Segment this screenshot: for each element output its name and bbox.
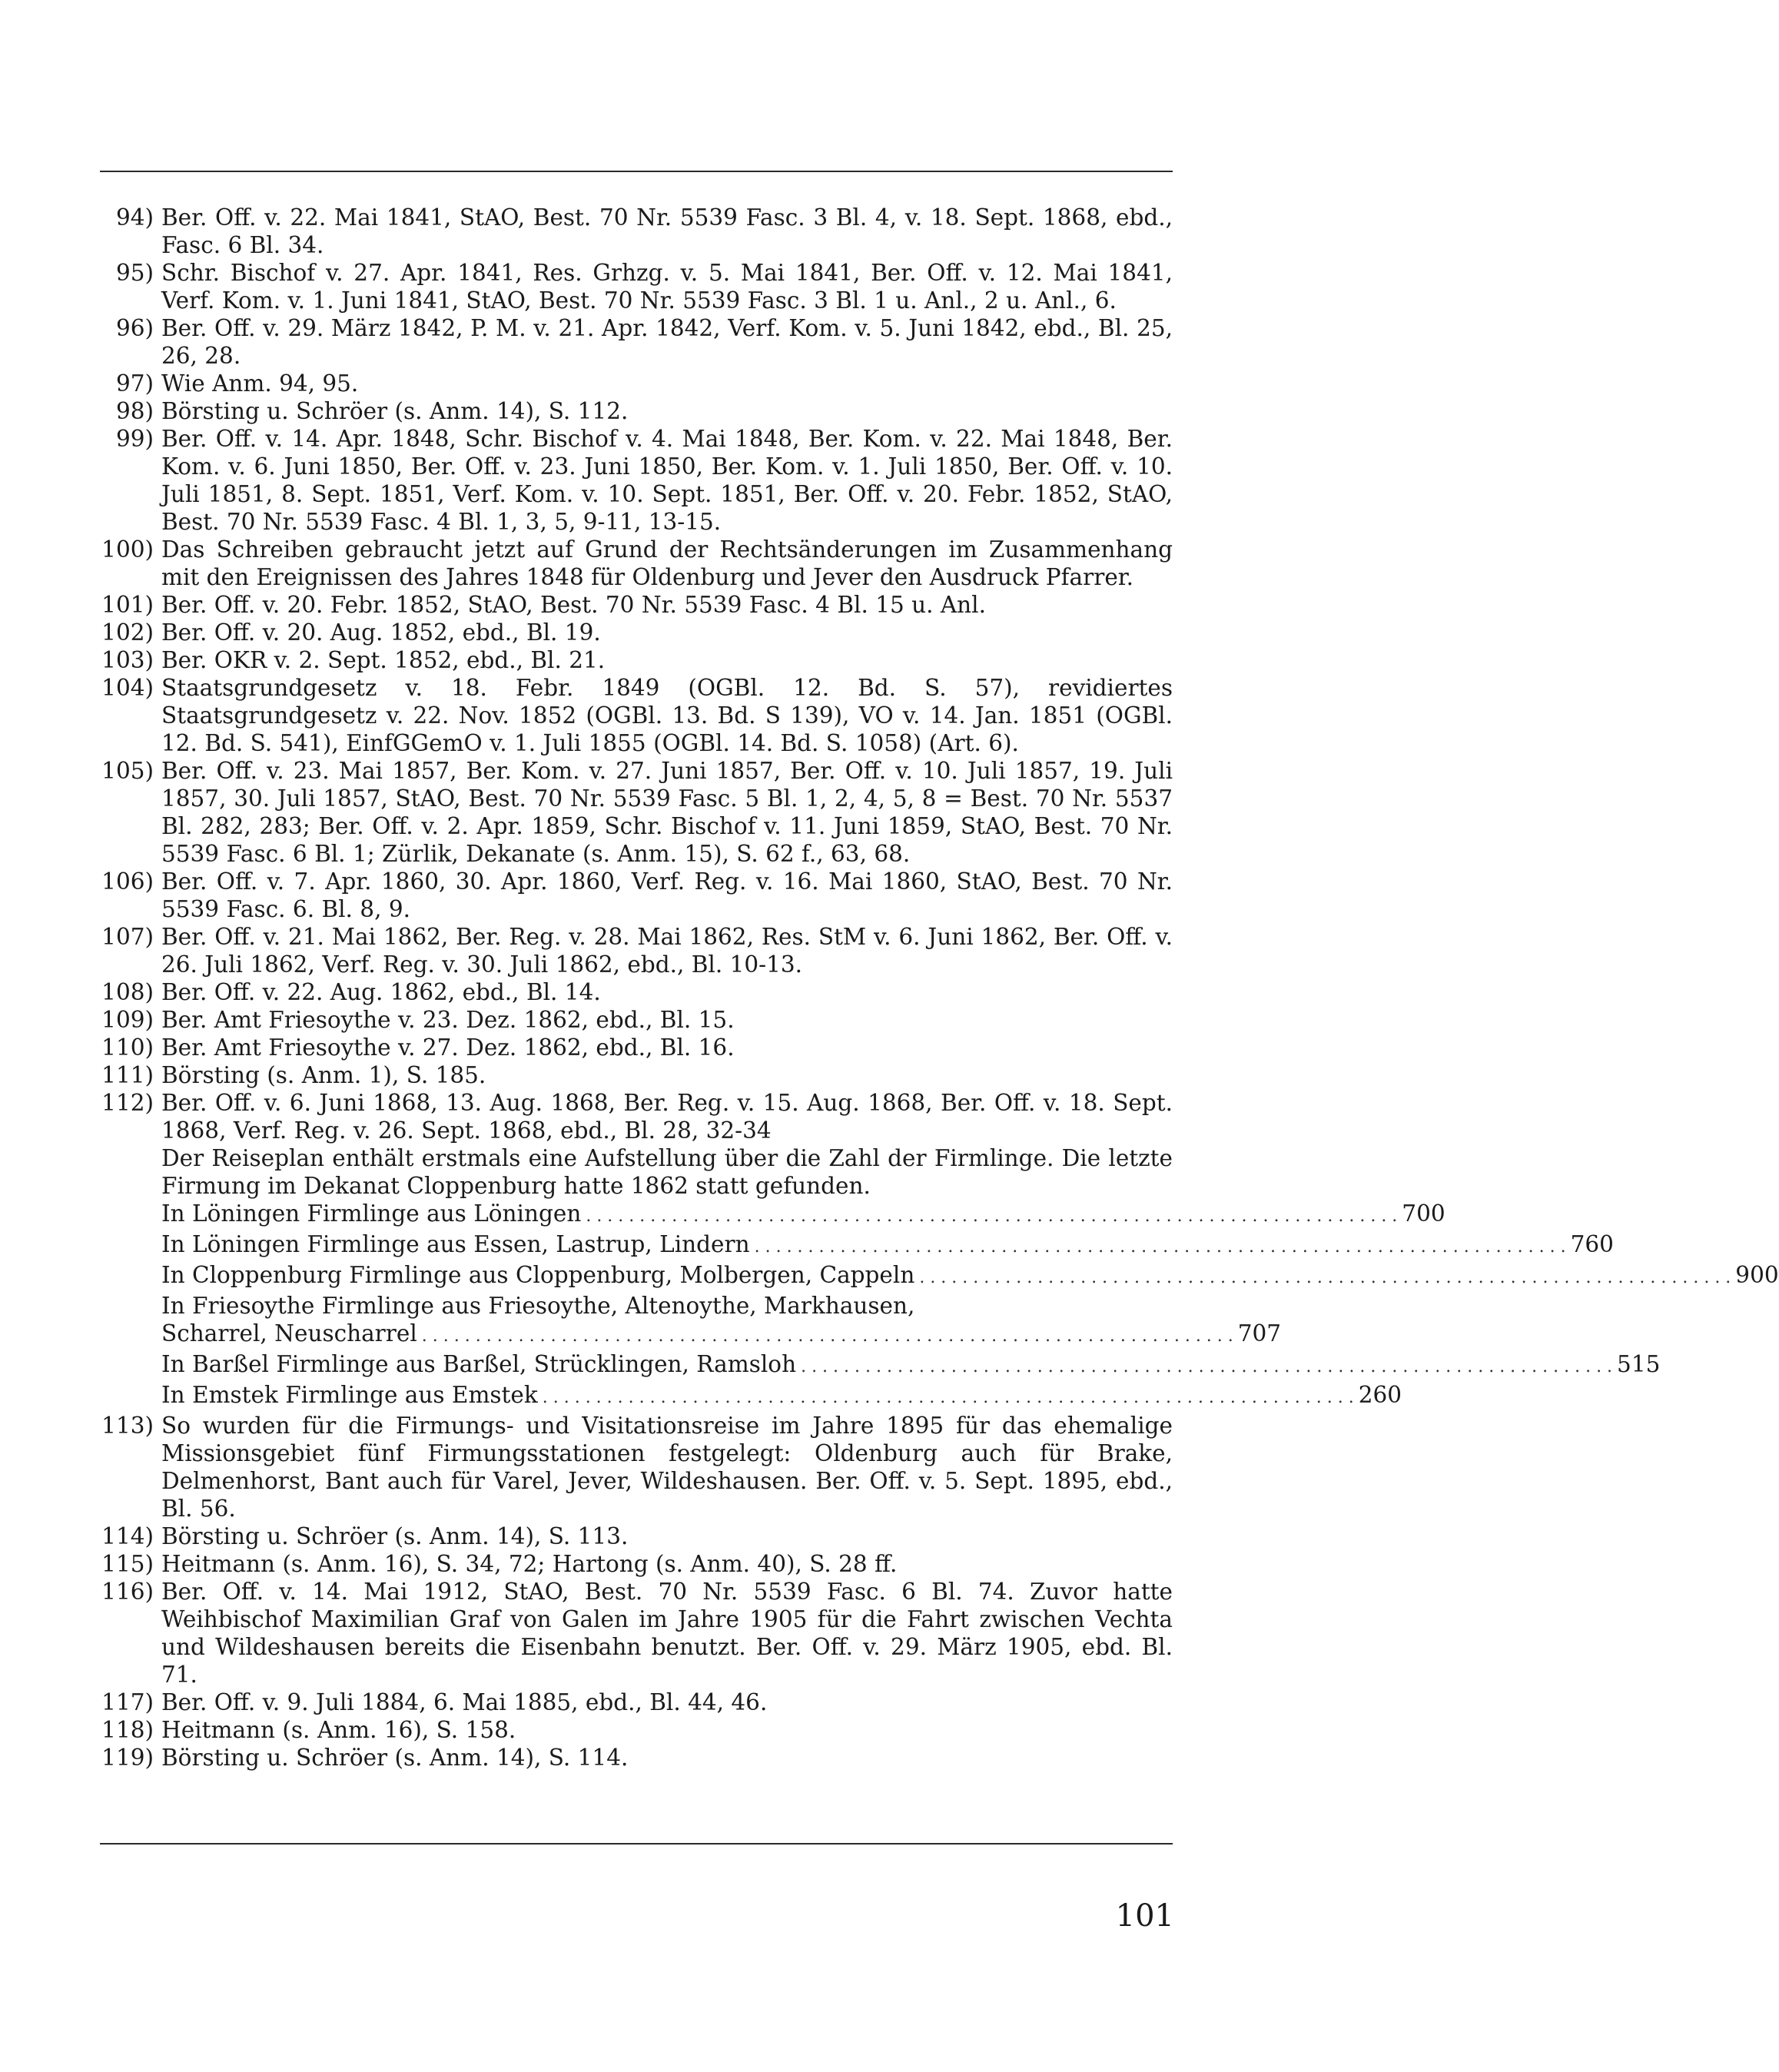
footnote	[100, 674, 1173, 757]
footnote-number: 97)	[115, 370, 154, 397]
footnote-text: Ber. Off. v. 21. Mai 1862, Ber. Reg. v. 28. Mai 1862, Res. StM v. 6. Juni 1862, Ber. Off. v. 26. Juli 1862, Verf. Reg. v. 30. Juli 1862, ebd., Bl. 10-13.	[161, 924, 1173, 978]
leader-dots: . . . . . . . . . . . . . . . . . . . . . . . . . . . . . . . . . . . . . . . . . . . . . . . . . . . . . . . . . . . . . . . . . . . . . . . . . . . .	[919, 1268, 1731, 1287]
footnote-text: So wurden für die Firmungs- und Visitationsreise im Jahre 1895 für das ehemalige Missionsgebiet fünf Firmungsstationen festgelegt: Oldenburg auch für Brake, Delmenhorst, Bant auch für Varel, Jever, Wildeshausen. Ber. Off. v. 5. Sept. 1895, ebd., Bl. 56.	[161, 1413, 1173, 1522]
firmlinge-row	[161, 1230, 1614, 1261]
leader-dots: . . . . . . . . . . . . . . . . . . . . . . . . . . . . . . . . . . . . . . . . . . . . . . . . . . . . . . . . . . . . . . . . . . . . . . . . . . . .	[421, 1327, 1233, 1346]
bottom-rule	[100, 1843, 1173, 1845]
footnote	[100, 1034, 1173, 1061]
footnote-number: 100)	[101, 536, 154, 563]
footnote-number: 112)	[101, 1090, 154, 1116]
firmlinge-row	[161, 1261, 1779, 1292]
firmlinge-row	[161, 1381, 1402, 1412]
leader-dots: . . . . . . . . . . . . . . . . . . . . . . . . . . . . . . . . . . . . . . . . . . . . . . . . . . . . . . . . . . . . . . . . . . . . . . . . . . . .	[754, 1237, 1566, 1257]
footnote-number: 110)	[101, 1034, 154, 1061]
footnote	[100, 1412, 1173, 1522]
footnote-number: 115)	[101, 1551, 154, 1577]
footnote-number: 107)	[101, 924, 154, 950]
row-value: 260	[1358, 1382, 1402, 1408]
footnote-paragraph: Der Reiseplan enthält erstmals eine Aufstellung über die Zahl der Firmlinge. Die letzte Firmung im Dekanat Cloppenburg hatte 1862 statt gefunden.	[161, 1145, 1173, 1199]
footnote-number: 106)	[101, 868, 154, 895]
footnote-text: Ber. Off. v. 6. Juni 1868, 13. Aug. 1868, Ber. Reg. v. 15. Aug. 1868, Ber. Off. v. 18. Sept. 1868, Verf. Reg. v. 26. Sept. 1868, ebd., Bl. 28, 32-34	[161, 1090, 1173, 1144]
footnote	[100, 1578, 1173, 1688]
footnotes	[100, 204, 1779, 1771]
footnote-number: 117)	[101, 1689, 154, 1715]
row-label: Scharrel, Neuscharrel	[161, 1320, 417, 1346]
footnote	[100, 397, 1173, 425]
footnote	[100, 1688, 1173, 1716]
footnote	[100, 259, 1173, 314]
footnote-text: Ber. Off. v. 23. Mai 1857, Ber. Kom. v. 27. Juni 1857, Ber. Off. v. 10. Juli 1857, 19. Juli 1857, 30. Juli 1857, StAO, Best. 70 Nr. 5539 Fasc. 5 Bl. 1, 2, 4, 5, 8 = Best. 70 Nr. 5537 Bl. 282, 283; Ber. Off. v. 2. Apr. 1859, Schr. Bischof v. 11. Juni 1859, StAO, Best. 70 Nr. 5539 Fasc. 6 Bl. 1; Zürlik, Dekanate (s. Anm. 15), S. 62 f., 63, 68.	[161, 758, 1173, 867]
footnote-number: 96)	[115, 315, 154, 341]
footnote-number: 101)	[101, 592, 154, 618]
row-label: In Löningen Firmlinge aus Löningen	[161, 1200, 582, 1227]
footnote	[100, 314, 1173, 370]
footnote-number: 99)	[115, 426, 154, 452]
row-value: 707	[1237, 1320, 1282, 1346]
footnote-text: Ber. Off. v. 22. Mai 1841, StAO, Best. 70 Nr. 5539 Fasc. 3 Bl. 4, v. 18. Sept. 1868, ebd., Fasc. 6 Bl. 34.	[161, 204, 1173, 258]
footnote-text: Börsting u. Schröer (s. Anm. 14), S. 114.	[161, 1745, 629, 1771]
footnote	[100, 370, 1173, 397]
footnote-number: 108)	[101, 979, 154, 1005]
footnote	[100, 868, 1173, 923]
footnote-text: Ber. Off. v. 22. Aug. 1862, ebd., Bl. 14.	[161, 979, 601, 1005]
footnote-number: 111)	[101, 1062, 154, 1088]
footnote-text: Ber. Amt Friesoythe v. 23. Dez. 1862, ebd., Bl. 15.	[161, 1007, 735, 1033]
footnote	[100, 204, 1173, 259]
footnote	[100, 1006, 1173, 1034]
top-rule	[100, 171, 1173, 172]
footnote-text: Ber. Off. v. 7. Apr. 1860, 30. Apr. 1860, Verf. Reg. v. 16. Mai 1860, StAO, Best. 70 Nr. 5539 Fasc. 6. Bl. 8, 9.	[161, 868, 1173, 922]
firmlinge-row	[161, 1320, 1282, 1350]
row-label: In Emstek Firmlinge aus Emstek	[161, 1382, 538, 1408]
footnote-number: 98)	[115, 398, 154, 424]
footnote-text: Heitmann (s. Anm. 16), S. 34, 72; Hartong (s. Anm. 40), S. 28 ff.	[161, 1551, 898, 1577]
row-label: In Barßel Firmlinge aus Barßel, Strücklingen, Ramsloh	[161, 1351, 797, 1377]
footnote-number: 102)	[101, 619, 154, 646]
footnote-text: Börsting u. Schröer (s. Anm. 14), S. 113.	[161, 1523, 629, 1549]
footnote	[100, 923, 1173, 978]
footnote-text: Schr. Bischof v. 27. Apr. 1841, Res. Grhzg. v. 5. Mai 1841, Ber. Off. v. 12. Mai 1841, Verf. Kom. v. 1. Juni 1841, StAO, Best. 70 Nr. 5539 Fasc. 3 Bl. 1 u. Anl., 2 u. Anl., 6.	[161, 260, 1173, 314]
footnote-number: 119)	[101, 1745, 154, 1771]
leader-dots: . . . . . . . . . . . . . . . . . . . . . . . . . . . . . . . . . . . . . . . . . . . . . . . . . . . . . . . . . . . . . . . . . . . . . . . . . . . .	[542, 1388, 1354, 1407]
footnote-text: Ber. Off. v. 20. Aug. 1852, ebd., Bl. 19.	[161, 619, 601, 646]
leader-dots: . . . . . . . . . . . . . . . . . . . . . . . . . . . . . . . . . . . . . . . . . . . . . . . . . . . . . . . . . . . . . . . . . . . . . . . . . . . .	[801, 1357, 1613, 1376]
footnote-text: Staatsgrundgesetz v. 18. Febr. 1849 (OGBl. 12. Bd. S. 57), revidiertes Staatsgrundgesetz v. 22. Nov. 1852 (OGBl. 13. Bd. S 139), VO v. 14. Jan. 1851 (OGBl. 12. Bd. S. 541), EinfGGemO v. 1. Juli 1855 (OGBl. 14. Bd. S. 1058) (Art. 6).	[161, 675, 1173, 756]
row-label: In Cloppenburg Firmlinge aus Cloppenburg, Molbergen, Cappeln	[161, 1262, 915, 1288]
footnote	[100, 757, 1173, 868]
footnote	[100, 1716, 1173, 1744]
footnote-text: Ber. Amt Friesoythe v. 27. Dez. 1862, ebd., Bl. 16.	[161, 1034, 735, 1061]
firmlinge-row	[161, 1200, 1445, 1230]
footnote-number: 104)	[101, 675, 154, 701]
footnote	[100, 1061, 1173, 1089]
footnote-text: Ber. Off. v. 29. März 1842, P. M. v. 21. Apr. 1842, Verf. Kom. v. 5. Juni 1842, ebd., Bl. 25, 26, 28.	[161, 315, 1173, 369]
footnote	[100, 1744, 1173, 1771]
footnote-number: 103)	[101, 647, 154, 673]
page-number: 101	[1115, 1898, 1174, 1934]
row-value: 760	[1570, 1231, 1614, 1257]
row-value: 515	[1617, 1351, 1661, 1377]
footnote	[100, 619, 1173, 646]
footnote-number: 116)	[101, 1579, 154, 1605]
row-label: In Löningen Firmlinge aus Essen, Lastrup, Lindern	[161, 1231, 750, 1257]
footnote-text: Ber. Off. v. 9. Juli 1884, 6. Mai 1885, ebd., Bl. 44, 46.	[161, 1689, 768, 1715]
footnote-number: 118)	[101, 1717, 154, 1743]
footnote	[100, 591, 1173, 619]
footnote-number: 109)	[101, 1007, 154, 1033]
footnote-number: 114)	[101, 1523, 154, 1549]
footnote	[100, 425, 1173, 536]
row-value: 700	[1402, 1200, 1445, 1227]
footnote	[100, 646, 1173, 674]
footnote-text: Ber. Off. v. 14. Mai 1912, StAO, Best. 70 Nr. 5539 Fasc. 6 Bl. 74. Zuvor hatte Weihbischof Maximilian Graf von Galen im Jahre 1905 für die Fahrt zwischen Vechta und Wildeshausen bereits die Eisenbahn benutzt. Ber. Off. v. 29. März 1905, ebd. Bl. 71.	[161, 1579, 1173, 1688]
footnote-text: Ber. OKR v. 2. Sept. 1852, ebd., Bl. 21.	[161, 647, 606, 673]
footnote-text: Ber. Off. v. 20. Febr. 1852, StAO, Best. 70 Nr. 5539 Fasc. 4 Bl. 15 u. Anl.	[161, 592, 986, 618]
firmlinge-row	[161, 1350, 1661, 1381]
footnote-text: Wie Anm. 94, 95.	[161, 370, 359, 397]
row-label-line: In Friesoythe Firmlinge aus Friesoythe, Altenoythe, Markhausen,	[161, 1293, 915, 1319]
footnote-text: Börsting (s. Anm. 1), S. 185.	[161, 1062, 486, 1088]
footnote-number: 95)	[115, 260, 154, 286]
footnote	[100, 1550, 1173, 1578]
footnote-text: Börsting u. Schröer (s. Anm. 14), S. 112.	[161, 398, 629, 424]
footnote	[100, 978, 1173, 1006]
footnote-text: Heitmann (s. Anm. 16), S. 158.	[161, 1717, 516, 1743]
footnote-number: 94)	[115, 204, 154, 231]
footnote-number: 113)	[101, 1413, 154, 1439]
footnote-text: Ber. Off. v. 14. Apr. 1848, Schr. Bischof v. 4. Mai 1848, Ber. Kom. v. 22. Mai 1848, Ber. Kom. v. 6. Juni 1850, Ber. Off. v. 23. Juni 1850, Ber. Kom. v. 1. Juli 1850, Ber. Off. v. 10. Juli 1851, 8. Sept. 1851, Verf. Kom. v. 10. Sept. 1851, Ber. Off. v. 20. Febr. 1852, StAO, Best. 70 Nr. 5539 Fasc. 4 Bl. 1, 3, 5, 9-11, 13-15.	[161, 426, 1173, 535]
footnote	[100, 536, 1173, 591]
footnote	[100, 1522, 1173, 1550]
footnote-112	[100, 1089, 1779, 1412]
row-value: 900	[1735, 1262, 1779, 1288]
footnote-number: 105)	[101, 758, 154, 784]
footnote-text: Das Schreiben gebraucht jetzt auf Grund der Rechtsänderungen im Zusammenhang mit den Ereignissen des Jahres 1848 für Oldenburg und Jever den Ausdruck Pfarrer.	[161, 536, 1173, 590]
leader-dots: . . . . . . . . . . . . . . . . . . . . . . . . . . . . . . . . . . . . . . . . . . . . . . . . . . . . . . . . . . . . . . . . . . . . . . . . . . . .	[586, 1207, 1398, 1226]
